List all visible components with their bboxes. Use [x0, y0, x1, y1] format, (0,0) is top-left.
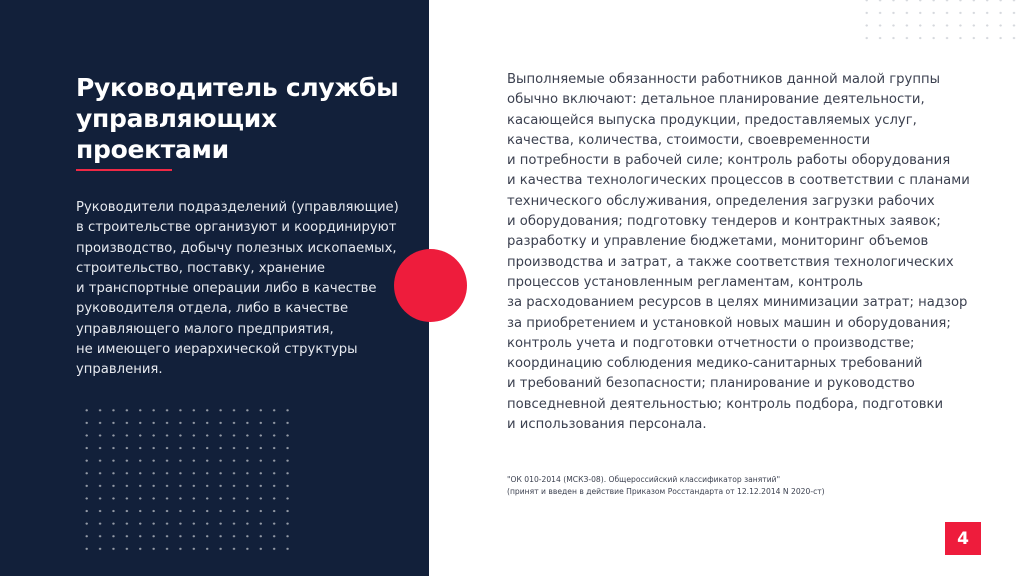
page-number-badge: 4	[945, 522, 981, 555]
footnote: "ОК 010-2014 (МСКЗ-08). Общероссийский классификатор занятий" (принят и введен в действие Приказом Росстандарта от 12.12.2014 N 2020-ст)	[507, 475, 825, 496]
dot-pattern-top-right	[860, 0, 1020, 48]
dot-pattern-left	[80, 404, 294, 554]
title-underline	[76, 169, 172, 171]
accent-circle	[394, 249, 467, 322]
slide-title: Руководитель службы управляющих проектами	[76, 73, 399, 164]
duties-text: Выполняемые обязанности работников данной малой группы обычно включают: детальное планирование деятельности, касающейся выпуска продукции, предоставляемых услуг, качества, количества, стоимости, своевременности и потребности в рабочей силе; контроль работы оборудования и качества технологических процессов в соответствии с планами технического обслуживания, определения загрузки рабочих и оборудования; подготовку тендеров и контрактных заявок; разработку и управление бюджетами, мониторинг объемов производства и затрат, а также соответствия технологических процессов установленным регламентам, контроль за расходованием ресурсов в целях минимизации затрат; надзор за приобретением и установкой новых машин и оборудования; контроль учета и подготовки отчетности о производстве; координацию соблюдения медико-санитарных требований и требований безопасности; планирование и руководство повседневной деятельностью; контроль подбора, подготовки и использования персонала.	[507, 72, 970, 433]
left-description: Руководители подразделений (управляющие) в строительстве организуют и координируют производство, добычу полезных ископаемых, строительство, поставку, хранение и транспортные операции либо в качестве руководителя отдела, либо в качестве управляющего малого предприятия, не имеющего иерархической структуры управления.	[76, 200, 399, 378]
